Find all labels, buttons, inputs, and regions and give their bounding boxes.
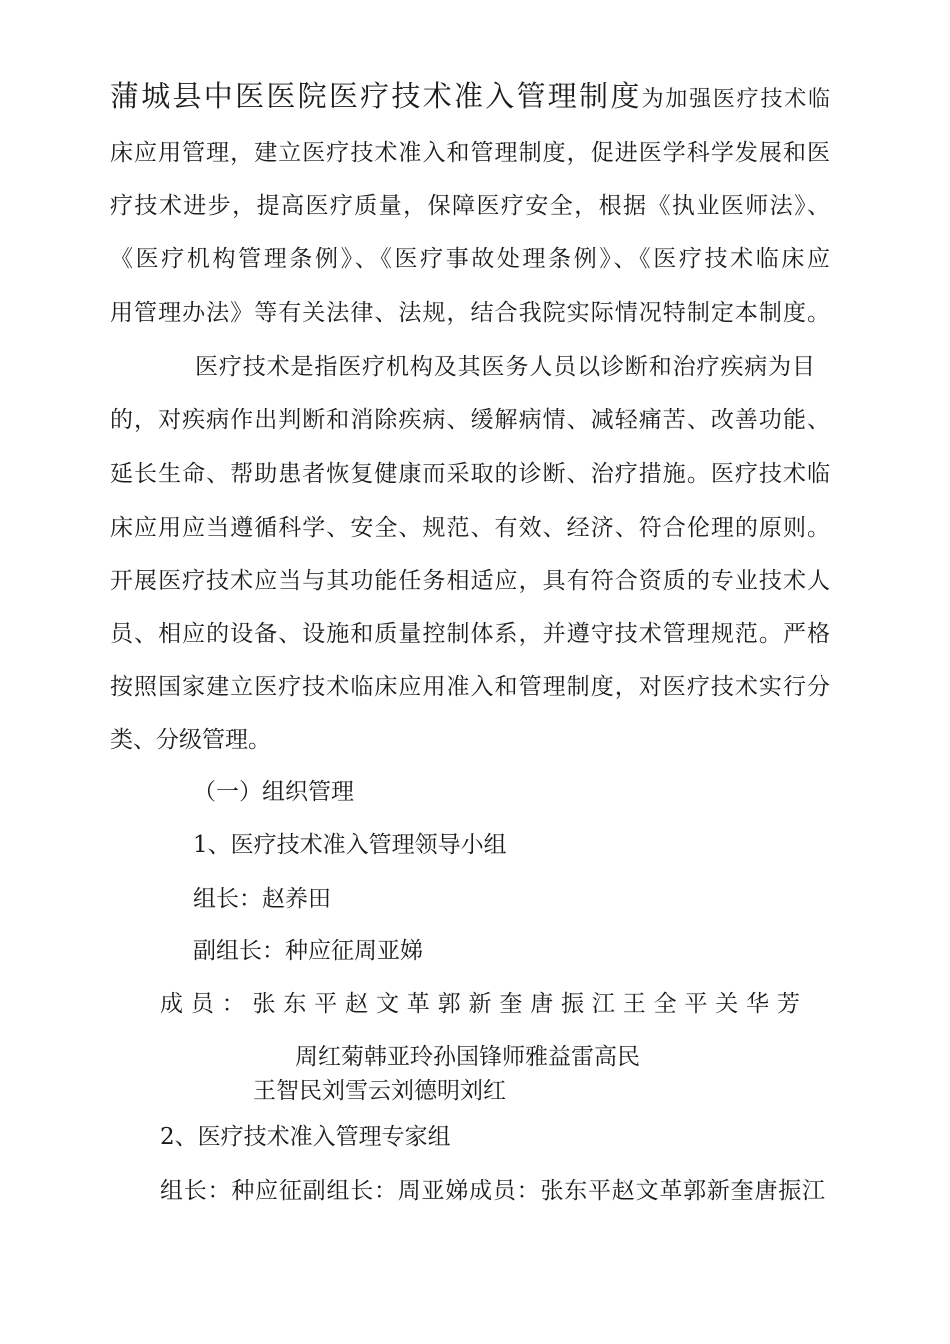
intro-line: 床应用管理，建立医疗技术准入和管理制度，促进医学科学发展和医 (110, 140, 830, 166)
body-line: 按照国家建立医疗技术临床应用准入和管理制度，对医疗技术实行分 (110, 674, 830, 700)
intro-line: 用管理办法》等有关法律、法规，结合我院实际情况特制定本制度。 (110, 300, 830, 326)
body-line: 开展医疗技术应当与其功能任务相适应，具有符合资质的专业技术人 (110, 568, 830, 594)
group1-members-cont: 周红菊韩亚玲孙国锋师雅益雷高民 (295, 1044, 640, 1070)
group1-deputy: 副组长：种应征周亚娣 (193, 938, 423, 964)
intro-text: 为加强医疗技术临 (641, 87, 830, 112)
body-line: 的，对疾病作出判断和消除疾病、缓解病情、减轻痛苦、改善功能、 (110, 407, 830, 433)
body-line: 延长生命、帮助患者恢复健康而采取的诊断、治疗措施。医疗技术临 (110, 461, 830, 487)
group1-leader: 组长：赵养田 (193, 886, 331, 912)
document-title: 蒲城县中医医院医疗技术准入管理制度 (110, 79, 642, 113)
title-line (110, 78, 830, 118)
body-line: 员、相应的设备、设施和质量控制体系，并遵守技术管理规范。严格 (110, 621, 830, 647)
body-line-last: 类、分级管理。 (110, 727, 271, 753)
section-heading: （一）组织管理 (193, 779, 354, 805)
group1-heading: 1、医疗技术准入管理领导小组 (193, 832, 507, 858)
group2-line: 组长：种应征副组长：周亚娣成员：张东平赵文革郭新奎唐振江 (160, 1178, 825, 1204)
body-line: 床应用应当遵循科学、安全、规范、有效、经济、符合伦理的原则。 (110, 515, 830, 541)
group1-members-cont: 王智民刘雪云刘德明刘红 (253, 1078, 506, 1104)
group1-members: 成员：张东平赵文革郭新奎唐振江王全平关华芳 (160, 991, 800, 1017)
body-line-indented: 医疗技术是指医疗机构及其医务人员以诊断和治疗疾病为目 (195, 354, 815, 380)
group2-heading: 2、医疗技术准入管理专家组 (160, 1124, 451, 1150)
intro-line: 疗技术进步，提高医疗质量，保障医疗安全，根据《执业医师法》、 (110, 193, 830, 219)
intro-line: 《医疗机构管理条例》、《医疗事故处理条例》、《医疗技术临床应 (110, 246, 830, 272)
